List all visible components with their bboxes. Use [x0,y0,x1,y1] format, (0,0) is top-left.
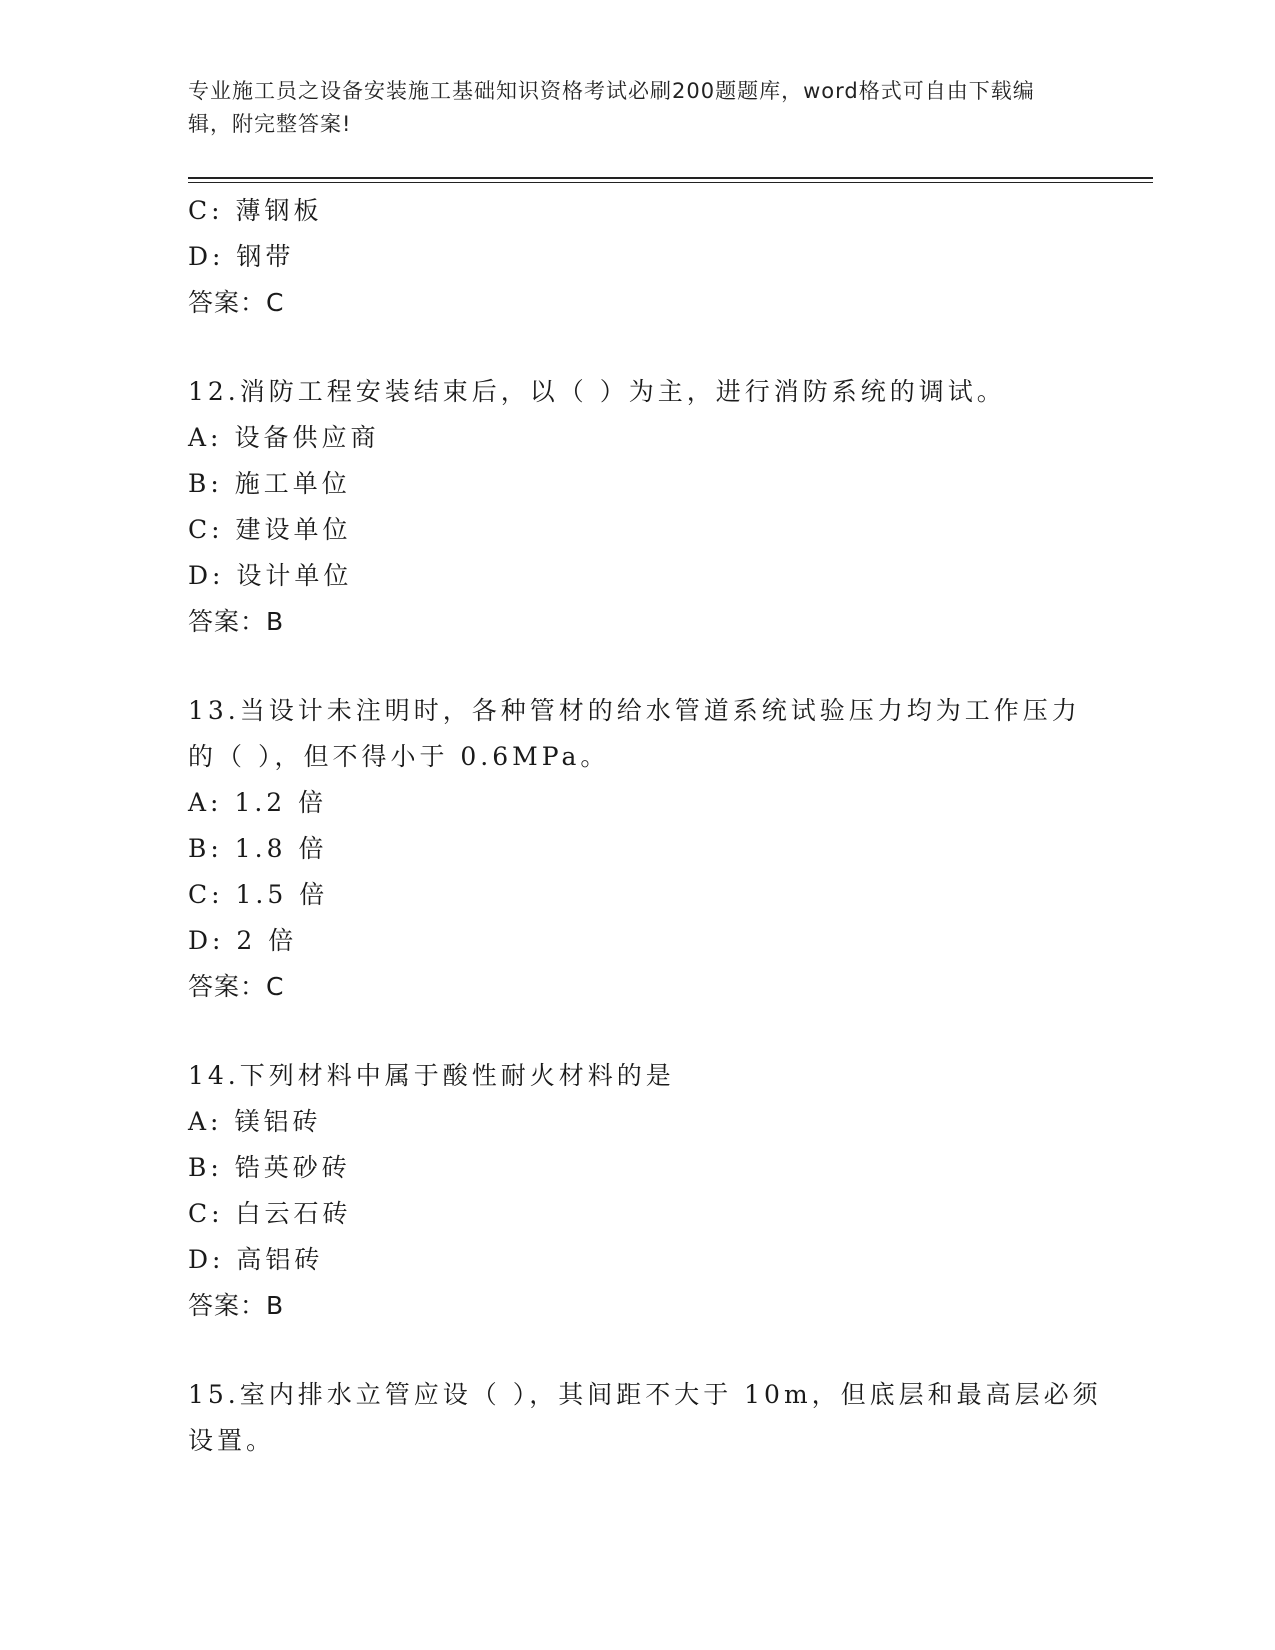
header-divider-thick [188,177,1153,179]
option-d [188,1237,1088,1283]
question-13 [188,688,1088,1010]
question-text-line-2: 设置。 [188,1426,276,1455]
option-letter: A: [188,423,223,452]
option-text: 设备供应商 [234,423,380,452]
question-15 [188,1372,1102,1464]
question-text: 12.消防工程安装结束后，以（ ）为主，进行消防系统的调试。 [188,377,1006,406]
option-letter: C: [188,515,224,544]
option-text: 建设单位 [235,515,352,544]
answer-line: 答案：B [188,607,285,636]
question-text-line-1: 13.当设计未注明时，各种管材的给水管道系统试验压力均为工作压力 [188,696,1081,725]
option-letter: D: [188,561,225,590]
question-11-fragment [188,188,1088,326]
option-a [188,780,1088,826]
question-12 [188,369,1088,645]
option-letter: D: [188,1245,225,1274]
option-letter: A: [188,1107,223,1136]
option-letter: B: [188,1153,223,1182]
header-divider-thin [188,182,1153,183]
option-letter: A: [188,788,223,817]
option-text: 镁铝砖 [234,1107,322,1136]
document-header: 专业施工员之设备安装施工基础知识资格考试必刷200题题库，word格式可自由下载编辑，附完整答案! [188,79,1035,136]
option-d [188,553,1088,599]
option-text: 白云石砖 [235,1199,352,1228]
option-letter: D: [188,242,225,271]
question-text: 14.下列材料中属于酸性耐火材料的是 [188,1061,675,1090]
option-c [188,872,1088,918]
option-text: 锆英砂砖 [234,1153,351,1182]
answer-line: 答案：C [188,288,285,317]
answer-line: 答案：B [188,1291,285,1320]
option-text: 薄钢板 [235,196,323,225]
option-a [188,415,1088,461]
option-letter: C: [188,1199,224,1228]
option-b [188,461,1088,507]
option-letter: B: [188,834,223,863]
question-14 [188,1053,1088,1329]
option-letter: D: [188,926,225,955]
option-letter: C: [188,196,224,225]
option-text: 高铝砖 [236,1245,324,1274]
answer-line: 答案：C [188,972,285,1001]
option-c [188,1191,1088,1237]
option-a [188,1099,1088,1145]
option-letter: C: [188,880,224,909]
option-letter: B: [188,469,223,498]
option-text: 设计单位 [236,561,353,590]
option-d [188,234,1088,280]
question-text-line-1: 15.室内排水立管应设（ ），其间距不大于 10m，但底层和最高层必须 [188,1380,1102,1409]
option-c [188,188,1088,234]
option-text: 2 倍 [236,926,298,955]
option-b [188,826,1088,872]
option-text: 1.5 倍 [235,880,329,909]
option-d [188,918,1088,964]
option-c [188,507,1088,553]
option-text: 1.8 倍 [234,834,328,863]
option-text: 1.2 倍 [234,788,328,817]
option-text: 施工单位 [234,469,351,498]
option-text: 钢带 [236,242,295,271]
question-list [188,188,1102,1464]
question-text-line-2: 的（ ），但不得小于 0.6MPa。 [188,742,610,771]
option-b [188,1145,1088,1191]
